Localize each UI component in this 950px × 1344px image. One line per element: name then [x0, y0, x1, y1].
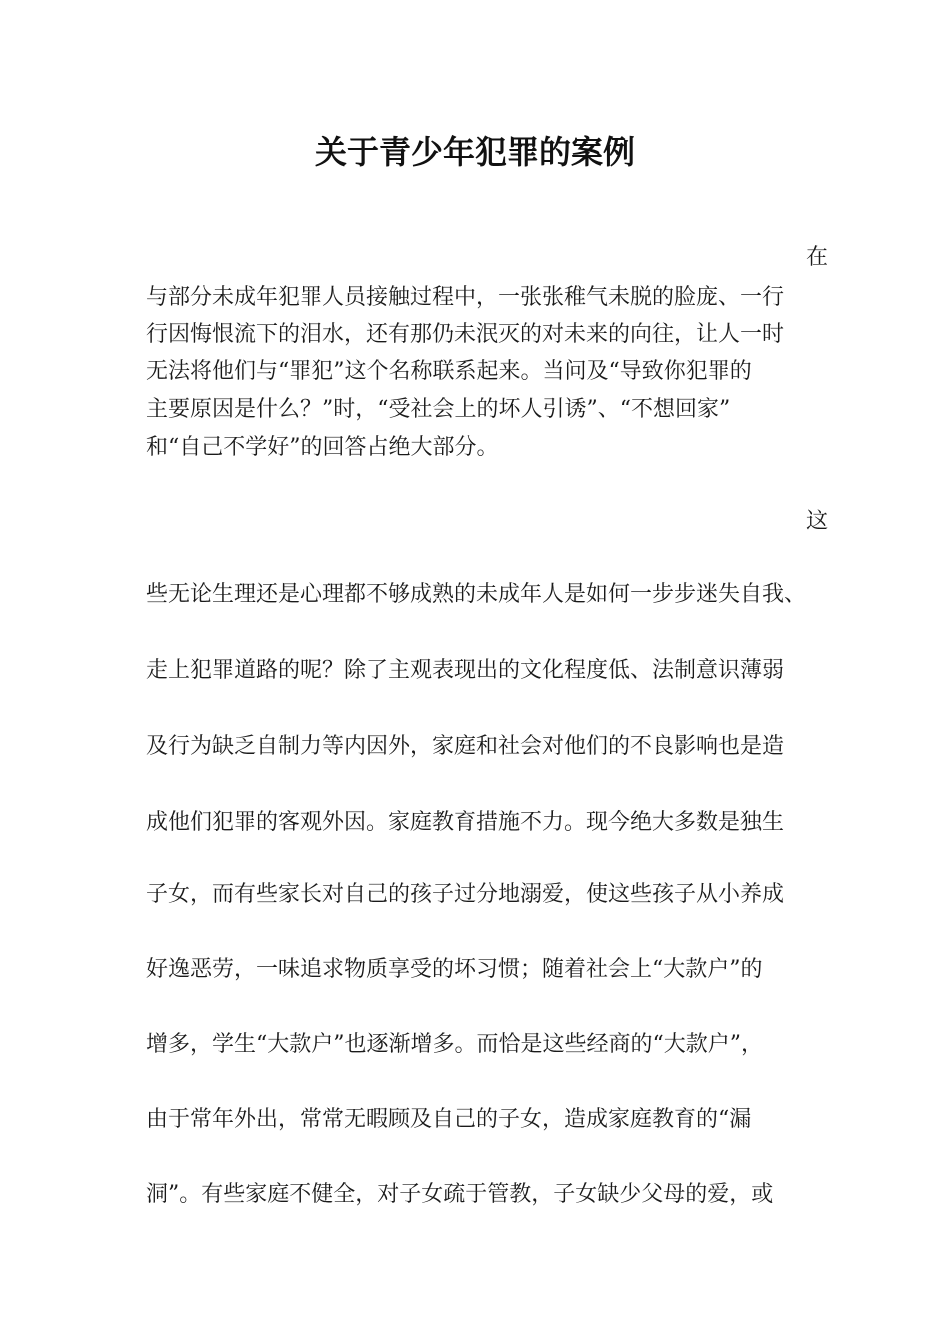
paragraph-line: 由于常年外出，常常无暇顾及自己的子女，造成家庭教育的“漏 [146, 1107, 752, 1132]
document-title: 关于青少年犯罪的案例 [314, 133, 635, 171]
paragraph-line: 好逸恶劳，一味追求物质享受的坏习惯；随着社会上“大款户”的 [146, 957, 763, 982]
paragraph-line: 无法将他们与“罪犯”这个名称联系起来。当问及“导致你犯罪的 [146, 359, 752, 384]
paragraph-line: 成他们犯罪的客观外因。家庭教育措施不力。现今绝大多数是独生 [146, 810, 785, 835]
paragraph-2-lead-char: 这 [805, 509, 828, 534]
paragraph-line: 行因悔恨流下的泪水，还有那仍未泯灭的对未来的向往，让人一时 [146, 322, 785, 347]
paragraph-1-lead-char: 在 [805, 245, 828, 270]
paragraph-line: 主要原因是什么？”时，“受社会上的坏人引诱”、“不想回家” [146, 397, 731, 422]
paragraph-line: 走上犯罪道路的呢？除了主观表现出的文化程度低、法制意识薄弱 [146, 658, 785, 683]
paragraph-line: 及行为缺乏自制力等内因外，家庭和社会对他们的不良影响也是造 [146, 734, 785, 759]
paragraph-line: 些无论生理还是心理都不够成熟的未成年人是如何一步步迷失自我、 [146, 582, 807, 607]
paragraph-line: 子女，而有些家长对自己的孩子过分地溺爱，使这些孩子从小养成 [146, 882, 785, 907]
paragraph-line: 洞”。有些家庭不健全，对子女疏于管教，子女缺少父母的爱，或 [146, 1182, 774, 1207]
paragraph-line: 和“自己不学好”的回答占绝大部分。 [146, 435, 499, 460]
paragraph-line: 增多，学生“大款户”也逐渐增多。而恰是这些经商的“大款户”， [146, 1032, 763, 1057]
paragraph-line: 与部分未成年犯罪人员接触过程中，一张张稚气未脱的脸庞、一行 [146, 285, 785, 310]
